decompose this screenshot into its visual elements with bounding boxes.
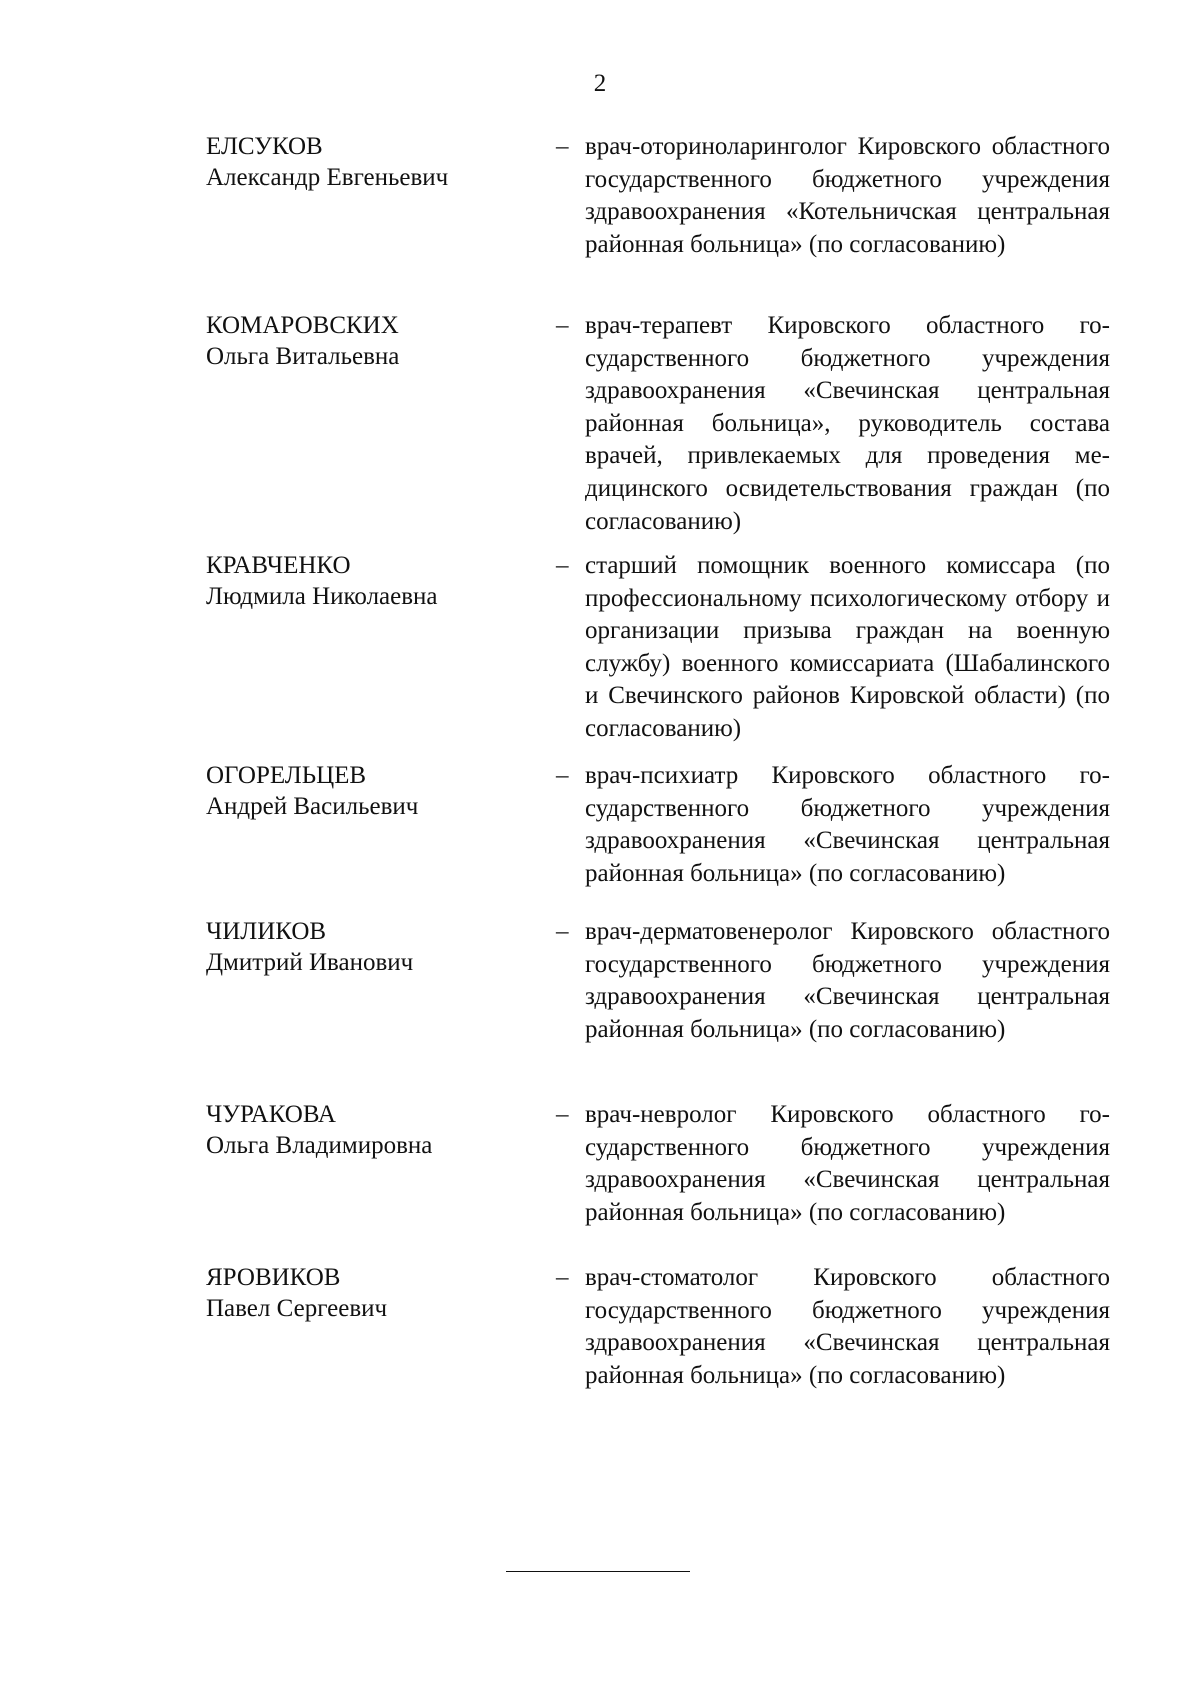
member-role: врач-терапевт Кировского областного государственного бюджетного учреждения здравоохранения «Свечинская центральная районная больница», руководитель состава врачей, привлекаемых для проведения медицинского освидетельствования граждан (по согласованию)	[585, 312, 1110, 535]
member-role: врач-психиатр Кировского областного государственного бюджетного учреждения здравоохранения «Свечинская центральная районная больница» (по согласованию)	[585, 762, 1110, 887]
member-role: старший помощник военного комиссара (по профессиональному психологическому отбору и организации призыва граждан на военную службу) военного комиссариата (Шабалинского и Свечинского районов Кировской области) (по согласованию)	[585, 552, 1110, 742]
dash-separator: –	[556, 1264, 569, 1291]
member-role: врач-невролог Кировского областного государственного бюджетного учреждения здравоохранения «Свечинская центральная районная больница» (по согласованию)	[585, 1101, 1110, 1226]
dash-separator: –	[556, 552, 569, 579]
member-given-names: Ольга Витальевна	[206, 343, 400, 370]
member-surname: ЯРОВИКОВ	[206, 1264, 341, 1291]
member-name	[206, 310, 536, 372]
dash-separator: –	[556, 1101, 569, 1128]
end-divider-line	[506, 1571, 690, 1572]
member-surname: КОМАРОВСКИХ	[206, 312, 399, 339]
member-given-names: Дмитрий Иванович	[206, 949, 414, 976]
member-surname: ЕЛСУКОВ	[206, 133, 323, 160]
member-role: врач-дерматовенеролог Кировского областного государственного бюджетного учреждения здравоохранения «Свечинская центральная районная больница» (по согласованию)	[585, 918, 1110, 1043]
member-role: врач-стоматолог Кировского областного государственного бюджетного учреждения здравоохранения «Свечинская центральная районная больница» (по согласованию)	[585, 1264, 1110, 1389]
member-surname: ЧУРАКОВА	[206, 1101, 336, 1128]
member-surname: КРАВЧЕНКО	[206, 552, 351, 579]
member-given-names: Андрей Васильевич	[206, 793, 419, 820]
dash-separator: –	[556, 312, 569, 339]
dash-separator: –	[556, 762, 569, 789]
page-number: 2	[593, 70, 607, 97]
dash-separator: –	[556, 918, 569, 945]
member-surname: ЧИЛИКОВ	[206, 918, 327, 945]
dash-separator: –	[556, 133, 569, 160]
member-name	[206, 916, 536, 978]
member-given-names: Людмила Николаевна	[206, 583, 438, 610]
member-name	[206, 1099, 536, 1161]
member-given-names: Павел Сергеевич	[206, 1295, 388, 1322]
member-given-names: Ольга Владимировна	[206, 1132, 433, 1159]
member-given-names: Александр Евгеньевич	[206, 164, 449, 191]
member-name	[206, 131, 536, 193]
member-name	[206, 1262, 536, 1324]
member-name	[206, 760, 536, 822]
member-surname: ОГОРЕЛЬЦЕВ	[206, 762, 367, 789]
member-role: врач-оториноларинголог Кировского областного государственного бюджетного учреждения здравоохранения «Котельничская центральная районная больница» (по согласованию)	[585, 133, 1110, 258]
member-name	[206, 550, 536, 612]
